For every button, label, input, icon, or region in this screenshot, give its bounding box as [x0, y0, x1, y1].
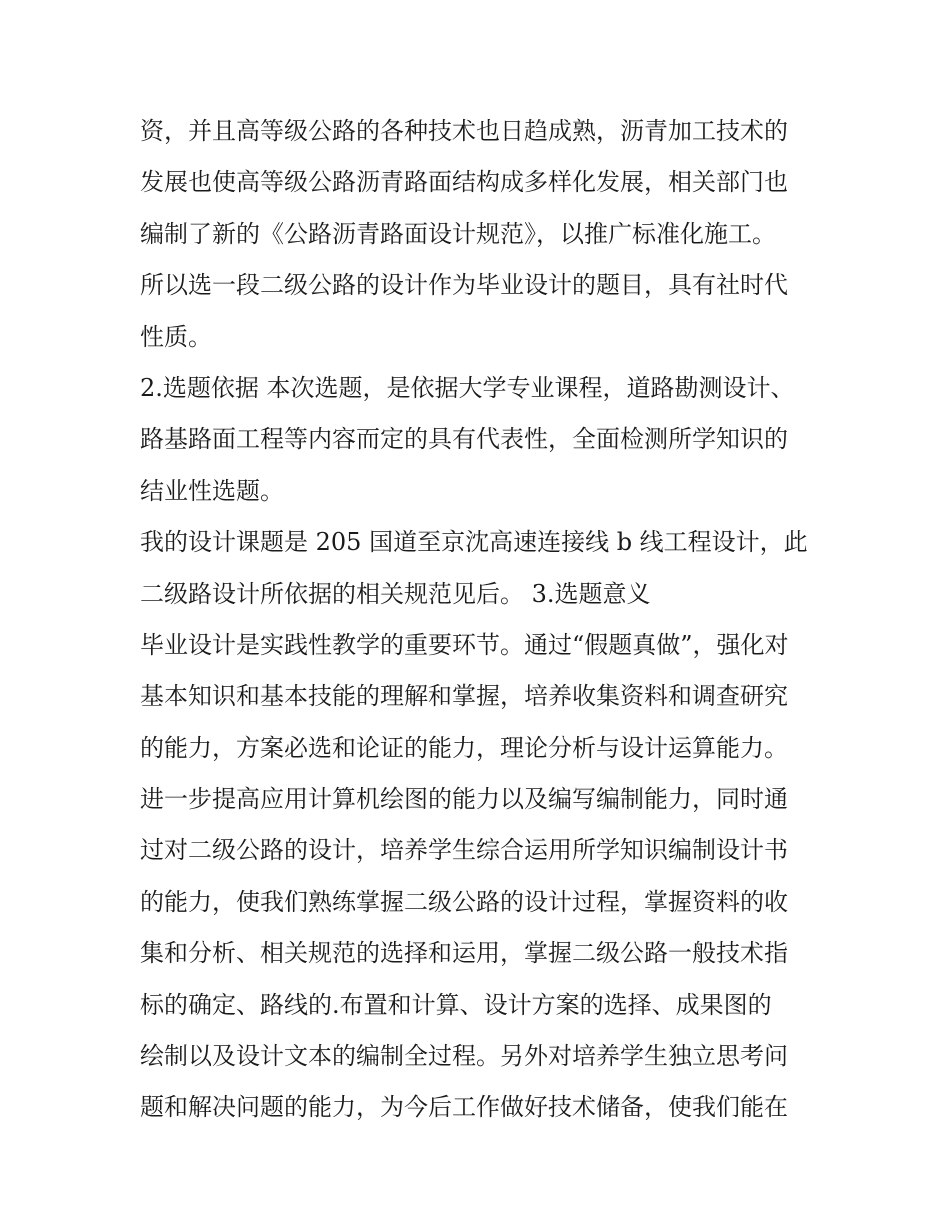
- text-line-13: 的能力，方案必选和论证的能力，理论分析与设计运算能力。: [140, 733, 788, 762]
- text-line-9: 我的设计课题是 205 国道至京沈高速连接线 b 线工程设计，此: [140, 528, 808, 557]
- text-line-19: 绘制以及设计文本的编制全过程。另外对培养学生独立思考问: [140, 1042, 788, 1071]
- text-line-12: 基本知识和基本技能的理解和掌握，培养收集资料和调查研究: [140, 682, 788, 711]
- text-line-20: 题和解决问题的能力，为今后工作做好技术储备，使我们能在: [140, 1093, 788, 1122]
- text-line-7: 路基路面工程等内容而定的具有代表性，全面检测所学知识的: [140, 425, 788, 454]
- text-line-2: 发展也使高等级公路沥青路面结构成多样化发展，相关部门也: [140, 168, 788, 197]
- text-line-16: 的能力，使我们熟练掌握二级公路的设计过程，掌握资料的收: [140, 887, 788, 916]
- text-line-5: 性质。: [140, 322, 212, 351]
- text-line-17: 集和分析、相关规范的选择和运用，掌握二级公路一般技术指: [140, 939, 788, 968]
- text-line-6: 2.选题依据 本次选题，是依据大学专业课程，道路勘测设计、: [140, 373, 795, 402]
- text-line-10: 二级路设计所依据的相关规范见后。 3.选题意义: [140, 579, 651, 608]
- text-line-11: 毕业设计是实践性教学的重要环节。通过“假题真做”，强化对: [140, 630, 789, 659]
- document-body: [140, 106, 830, 1134]
- text-line-18: 标的确定、路线的.布置和计算、设计方案的选择、成果图的: [140, 990, 772, 1019]
- text-line-4: 所以选一段二级公路的设计作为毕业设计的题目，具有社时代: [140, 271, 788, 300]
- text-line-1: 资，并且高等级公路的各种技术也日趋成熟，沥青加工技术的: [140, 117, 788, 145]
- text-line-14: 进一步提高应用计算机绘图的能力以及编写编制能力，同时通: [140, 785, 788, 814]
- text-line-3: 编制了新的《公路沥青路面设计规范》，以推广标准化施工。: [140, 219, 776, 248]
- text-line-8: 结业性选题。: [140, 476, 284, 505]
- text-line-15: 过对二级公路的设计，培养学生综合运用所学知识编制设计书: [140, 836, 788, 865]
